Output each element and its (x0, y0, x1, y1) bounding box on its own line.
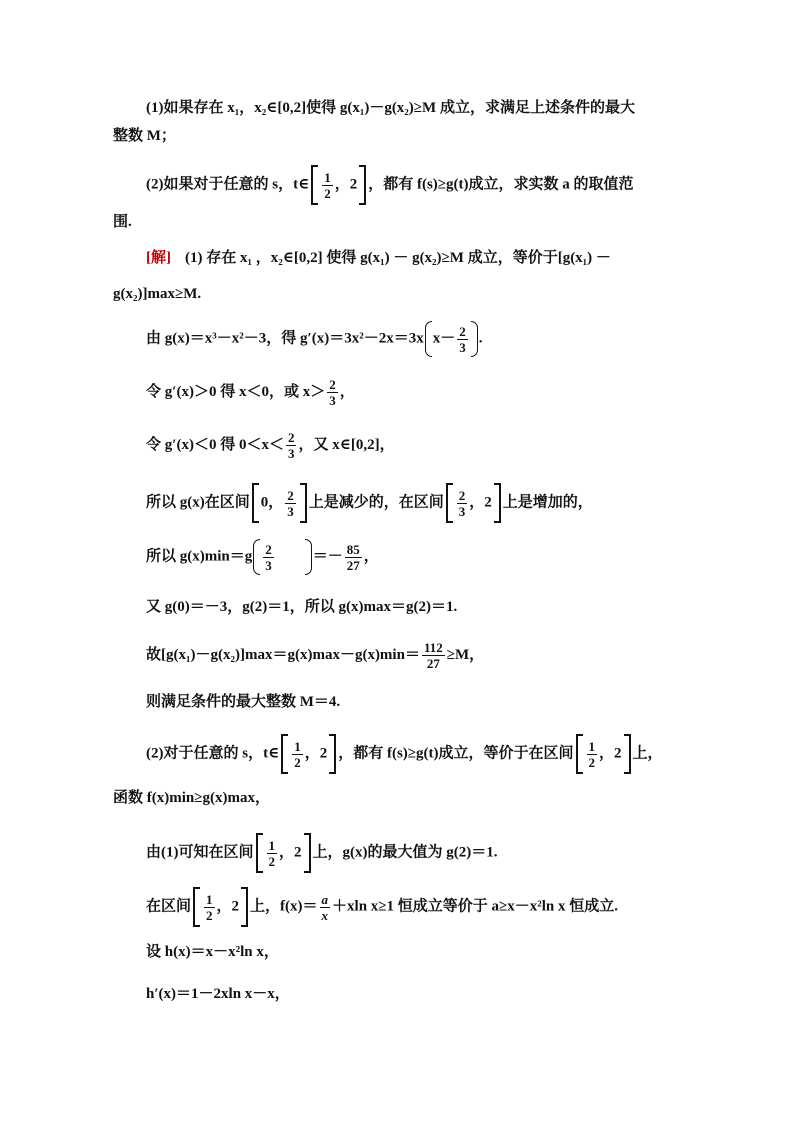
right-bracket (241, 887, 248, 927)
fraction-two-thirds: $\frac{2}{3}$ (329, 377, 336, 408)
part1-line1: (1)如果存在 x₁，x₂∈[0,2]使得 g(x₁)－g(x₂)≥M 成立，求满足上述条件的最大 (146, 100, 635, 116)
fraction-two-thirds: $\frac{2}{3}$ (287, 430, 295, 461)
right-bracket (494, 483, 501, 523)
solution-line11: (2)对于任意的 s，t∈ $\frac{1}{2}$ ，2 ，都有 f(s)≥g(t)成立，等价于在区间 $\frac{1}{2}$ ，2 上， (146, 734, 663, 774)
right-paren (305, 539, 312, 575)
part1-line2: 整数 M； (113, 128, 176, 144)
fraction-one-half: $\frac{1}{2}$ (294, 738, 301, 770)
solution-line12: 函数 f(x)min≥g(x)max， (113, 790, 270, 806)
left-paren (425, 321, 432, 357)
solution-line14: 在区间 $\frac{1}{2}$ ，2 上，f(x)＝ $\frac{a}{x}$ ＋xln x≥1 恒成立等价于 a≥x－x²ln x 恒成立. (146, 887, 618, 927)
left-bracket (311, 165, 318, 205)
solution-line7: 所以 g(x)min＝g $\frac{2}{3}$ ＝－ $\frac{85}{27}$ ， (146, 539, 379, 575)
solution-line10: 则满足条件的最大整数 M＝4. (146, 694, 341, 710)
solution-line3: 由 g(x)＝x³－x²－3，得 g′(x)＝3x²－2x＝3x x－ $\frac{2}{3}$ . (146, 321, 482, 357)
left-bracket (576, 734, 583, 774)
left-bracket (256, 833, 263, 873)
fraction-112-27: $\frac{112}{27}$ (423, 640, 443, 671)
right-bracket (304, 833, 311, 873)
fraction-two-thirds: $\frac{2}{3}$ (287, 487, 294, 519)
left-bracket (446, 483, 453, 523)
part2-line1: (2)如果对于任意的 s，t∈ $\frac{1}{2}$ ，2 ，都有 f(s)≥g(t)成立，求实数 a 的取值范 (146, 165, 634, 205)
fraction-one-half: $\frac{1}{2}$ (206, 891, 213, 923)
fraction-one-half: $\frac{1}{2}$ (324, 169, 331, 201)
right-paren (471, 321, 478, 357)
left-paren (253, 539, 260, 575)
left-bracket (252, 483, 259, 523)
left-bracket (281, 734, 288, 774)
fraction-one-half: $\frac{1}{2}$ (268, 837, 275, 869)
right-bracket (329, 734, 336, 774)
right-bracket (624, 734, 631, 774)
solution-line8: 又 g(0)＝－3，g(2)＝1，所以 g(x)max＝g(2)＝1. (146, 599, 458, 615)
fraction-85-27: $\frac{85}{27}$ (346, 541, 360, 573)
part2-line2: 围. (113, 214, 132, 230)
fraction-two-thirds: $\frac{2}{3}$ (265, 541, 272, 573)
solution-line16: h′(x)＝1－2xln x－x， (146, 986, 290, 1002)
right-bracket (359, 165, 366, 205)
solution-line9: 故[g(x₁)－g(x₂)]max＝g(x)max－g(x)min＝ $\frac{112}{27}$ ≥M， (146, 640, 485, 671)
solution-line4: 令 g′(x)＞0 得 x＜0，或 x＞ $\frac{2}{3}$ ， (146, 377, 355, 408)
solution-label: [解] (146, 250, 171, 266)
solution-line15: 设 h(x)＝x－x²ln x， (146, 944, 279, 960)
fraction-two-thirds: $\frac{2}{3}$ (458, 487, 466, 519)
left-bracket (193, 887, 200, 927)
fraction-two-thirds: $\frac{2}{3}$ (459, 323, 466, 355)
solution-line2: g(x₂)]max≥M. (113, 286, 202, 302)
fraction-one-half: $\frac{1}{2}$ (588, 738, 595, 770)
solution-line1: [解] (1) 存在 x₁ ，x₂∈[0,2] 使得 g(x₁) － g(x₂)≥M 成立，等价于[g(x₁) － (146, 250, 611, 266)
fraction-a-over-x: $\frac{a}{x}$ (321, 891, 329, 923)
solution-line5: 令 g′(x)＜0 得 0＜x＜ $\frac{2}{3}$ ，又 x∈[0,2]， (146, 430, 395, 461)
solution-line13: 由(1)可知在区间 $\frac{1}{2}$ ，2 上，g(x)的最大值为 g(2)＝1. (146, 833, 498, 873)
right-bracket (300, 483, 307, 523)
solution-line6: 所以 g(x)在区间 0， $\frac{2}{3}$ 上是减少的，在区间 $\frac{2}{3}$ ，2 上是增加的， (146, 483, 593, 523)
